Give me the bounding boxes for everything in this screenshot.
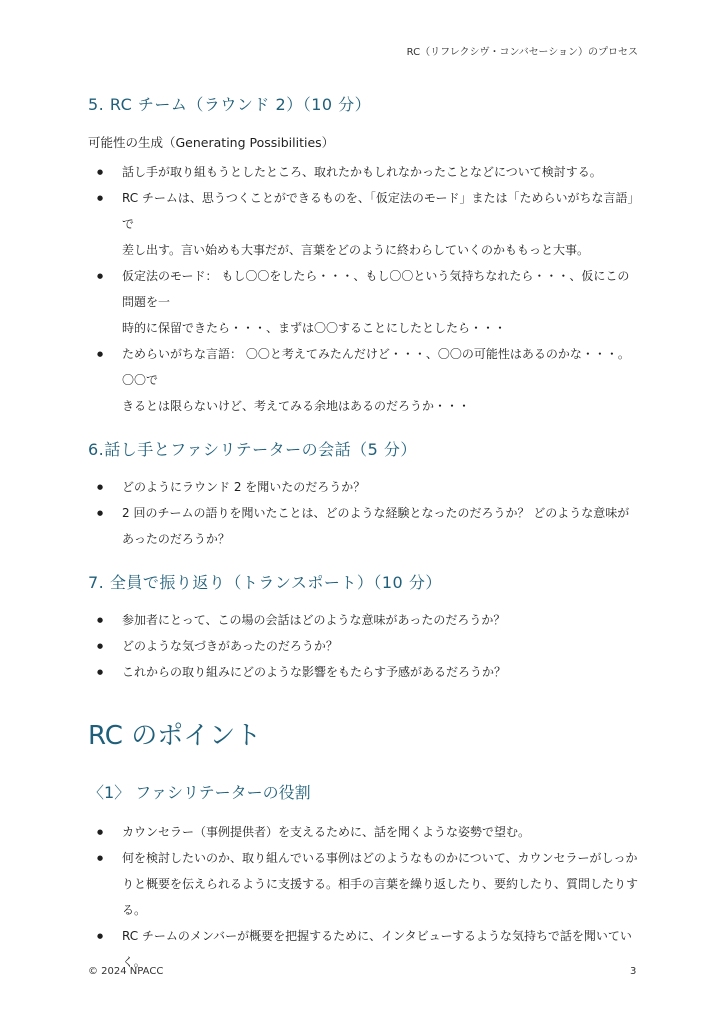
section-7-heading: 7. 全員で振り返り（トランスポート）（10 分）: [88, 573, 442, 592]
section-7-list: [88, 607, 638, 685]
section-6-list: [88, 474, 638, 552]
list-item: ● カウンセラー（事例提供者）を支えるために、話を聞くような姿勢で望む。: [88, 819, 638, 845]
list-item: ● RC チームは、思うつくことができるものを、「仮定法のモード」または「ためらいがちな言語」で 差し出す。言い始めも大事だが、言葉をどのように終わらしていくのかももっと大事。: [88, 185, 638, 263]
list-item: ● 仮定法のモード： もし〇〇をしたら・・・、もし〇〇という気持ちなれたら・・・、仮にこの問題を一 時的に保留できたら・・・、まずは〇〇することにしたとしたら・・・: [88, 263, 638, 341]
footer-copyright: © 2024 NPACC: [88, 966, 164, 977]
section-6-heading: 6.話し手とファシリテーターの会話（5 分）: [88, 440, 417, 459]
list-item: ● どのような気づきがあったのだろうか？: [88, 633, 638, 659]
points-subsection-1-heading: 〈1〉 ファシリテーターの役割: [88, 783, 311, 802]
page-number: 3: [630, 966, 637, 977]
list-item: ● どのようにラウンド 2 を聞いたのだろうか？: [88, 474, 638, 500]
list-item: ● これからの取り組みにどのような影響をもたらす予感があるだろうか？: [88, 659, 638, 685]
section-5-list: [88, 159, 638, 419]
list-item: ● 参加者にとって、この場の会話はどのような意味があったのだろうか？: [88, 607, 638, 633]
section-5-subheading: 可能性の生成（Generating Possibilities）: [88, 135, 335, 150]
list-item: ● 何を検討したいのか、取り組んでいる事例はどのようなものかについて、カウンセラーがしっか りと概要を伝えられるように支援する。相手の言葉を繰り返したり、要約したり、質問したりす る。: [88, 845, 638, 923]
section-5-heading: 5. RC チーム（ラウンド 2）（10 分）: [88, 95, 372, 114]
list-item: ● 2 回のチームの語りを聞いたことは、どのような経験となったのだろうか？ どのような意味が あったのだろうか？: [88, 500, 638, 552]
points-subsection-1-list: [88, 819, 638, 975]
page-content: [88, 92, 638, 975]
running-header: RC（リフレクシヴ・コンバセーション）のプロセス: [406, 47, 638, 58]
list-item: ● 話し手が取り組もうとしたところ、取れたかもしれなかったことなどについて検討する。: [88, 159, 638, 185]
points-title: RC のポイント: [88, 721, 262, 751]
list-item: ● RC チームのメンバーが概要を把握するために、インタビューするような気持ちで話を聞いてい く。: [88, 923, 638, 975]
list-item: ● ためらいがちな言語： 〇〇と考えてみたんだけど・・・、〇〇の可能性はあるのかな・・・。〇〇で きるとは限らないけど、考えてみる余地はあるのだろうか・・・: [88, 341, 638, 419]
